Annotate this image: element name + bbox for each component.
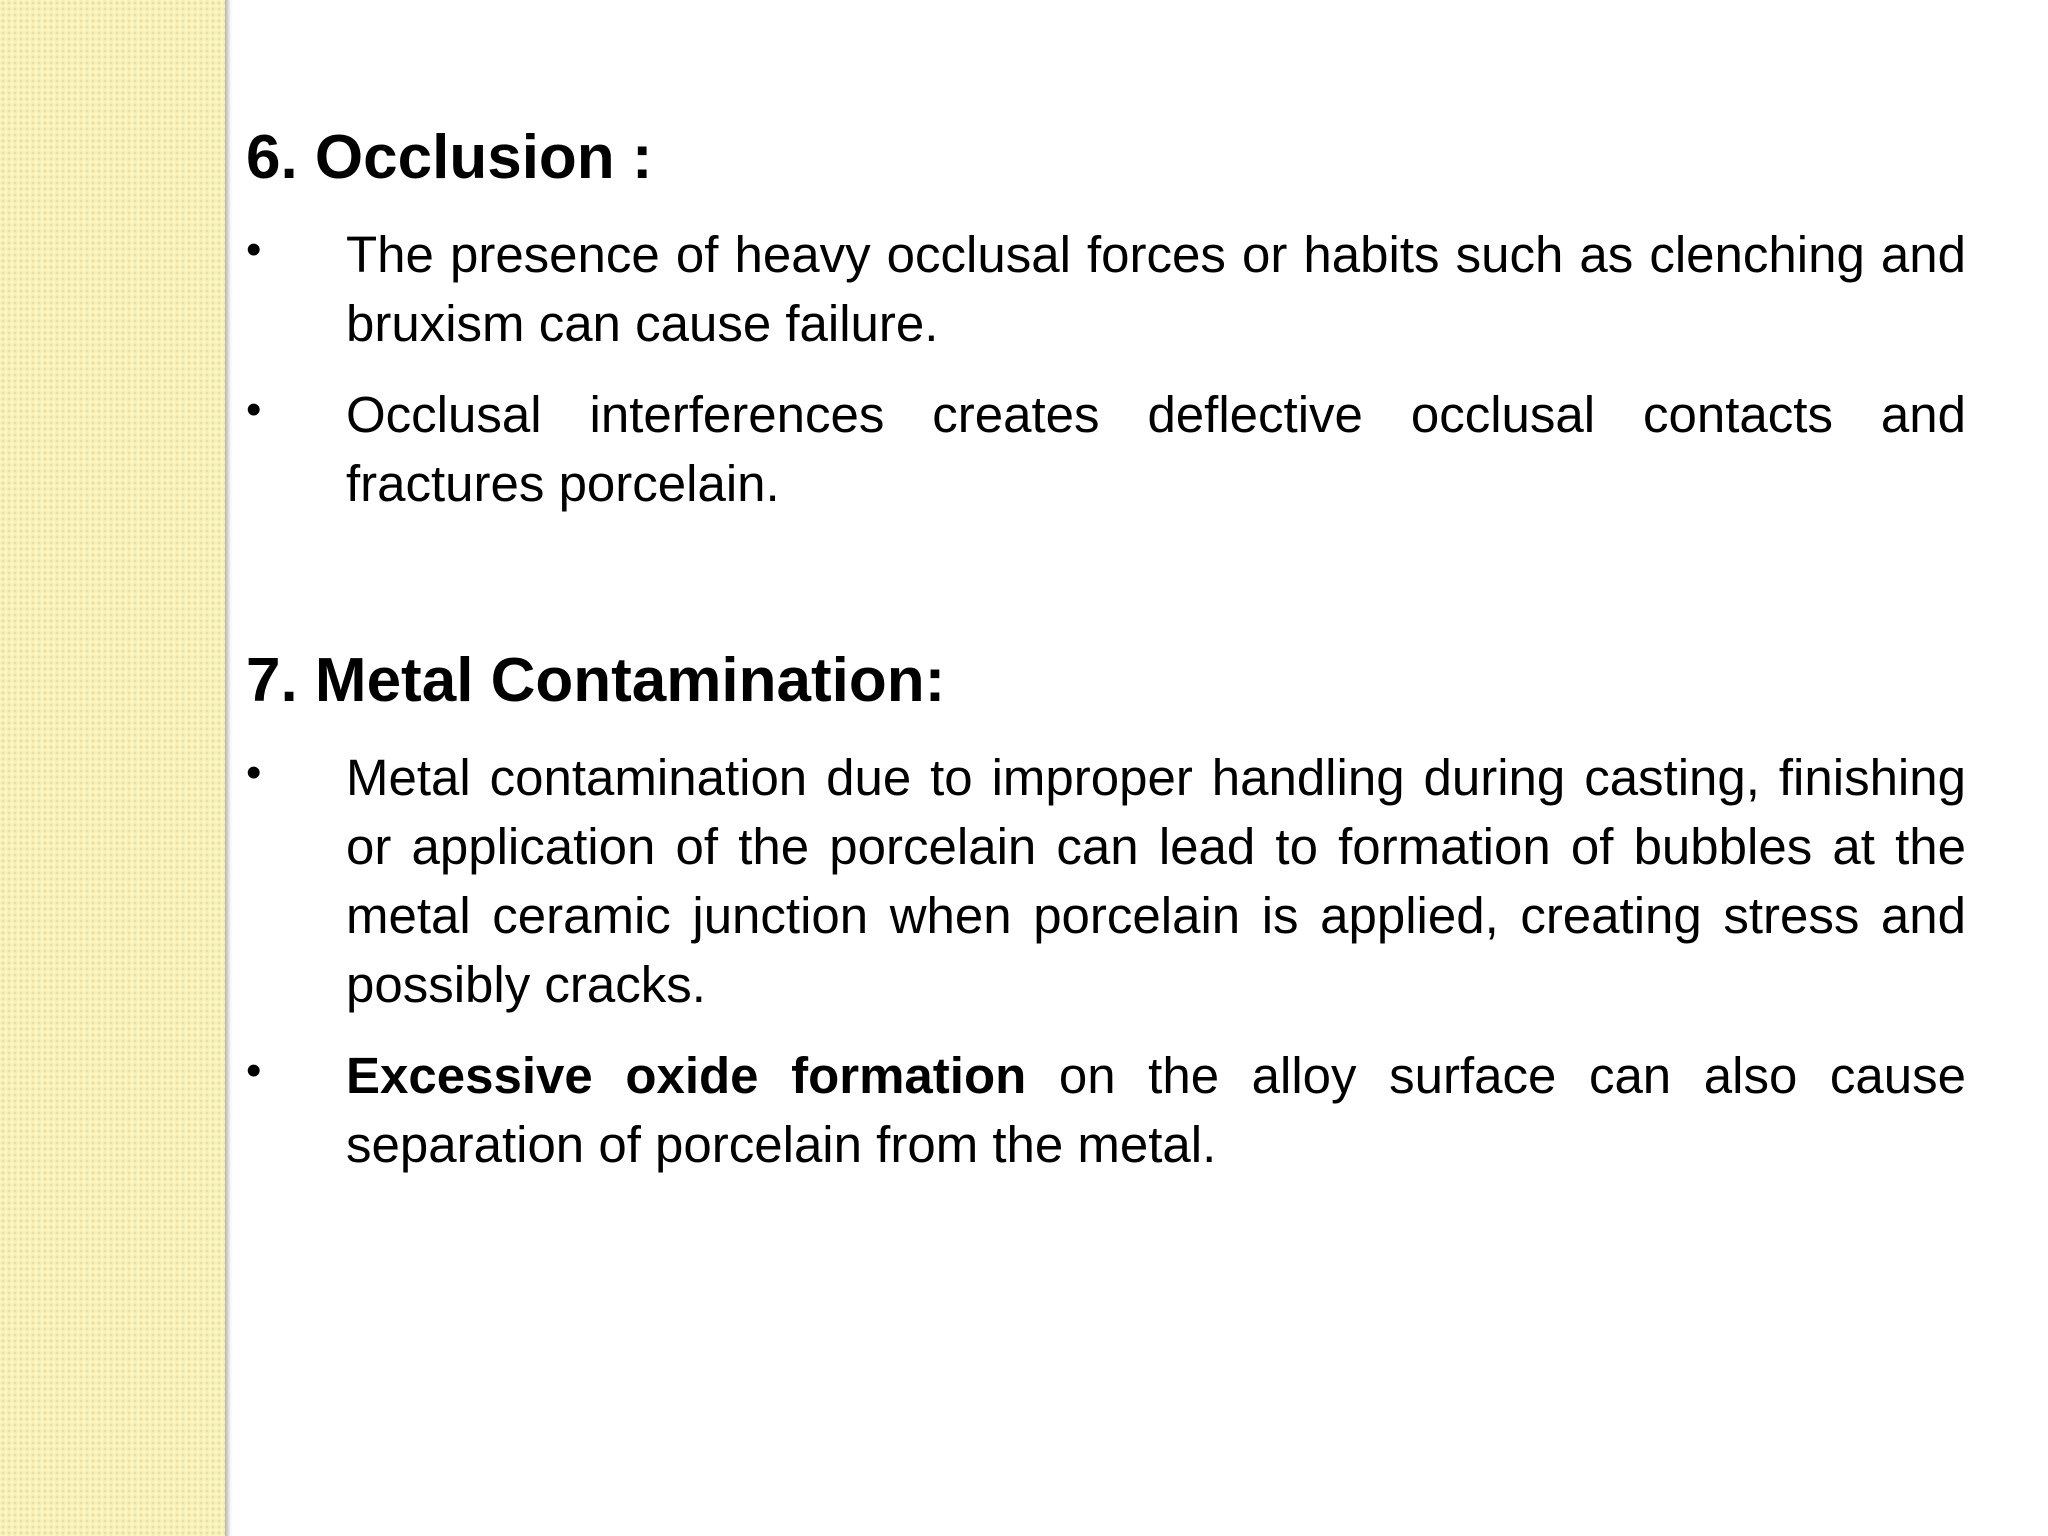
- bullet-text: on the alloy surface can also cause separation of porcelain from the metal.: [346, 1047, 1966, 1173]
- bullet-item: [246, 380, 1966, 518]
- bullet-icon: •: [246, 748, 262, 797]
- bullet-text: Occlusal interferences creates deflective occlusal contacts and fractures porcelain.: [346, 386, 1966, 512]
- side-band-shadow: [225, 0, 233, 1536]
- bullet-text: The presence of heavy occlusal forces or habits such as clenching and bruxism can cause failure.: [346, 226, 1966, 352]
- bullet-icon: •: [246, 1046, 262, 1095]
- bullet-item: [246, 743, 1966, 1019]
- slide-content: [246, 118, 1966, 1179]
- occlusion-bullet-list: [246, 220, 1966, 518]
- section-heading-occlusion: 6. Occlusion :: [246, 123, 653, 192]
- metal-contamination-bullet-list: [246, 743, 1966, 1179]
- section-heading-metal-contamination: 7. Metal Contamination:: [246, 646, 946, 715]
- bullet-text: Metal contamination due to improper handling during casting, finishing or application of the porcelain can lead to formation of bubbles at the metal ceramic junction when porcelain is applied, creating stress and possibly cracks.: [346, 749, 1966, 1013]
- bullet-icon: •: [246, 225, 262, 274]
- bullet-item: [246, 1041, 1966, 1179]
- bullet-icon: •: [246, 385, 262, 434]
- bullet-bold-text: Excessive oxide formation: [346, 1047, 1027, 1104]
- bullet-item: [246, 220, 1966, 358]
- decorative-side-band: [0, 0, 225, 1536]
